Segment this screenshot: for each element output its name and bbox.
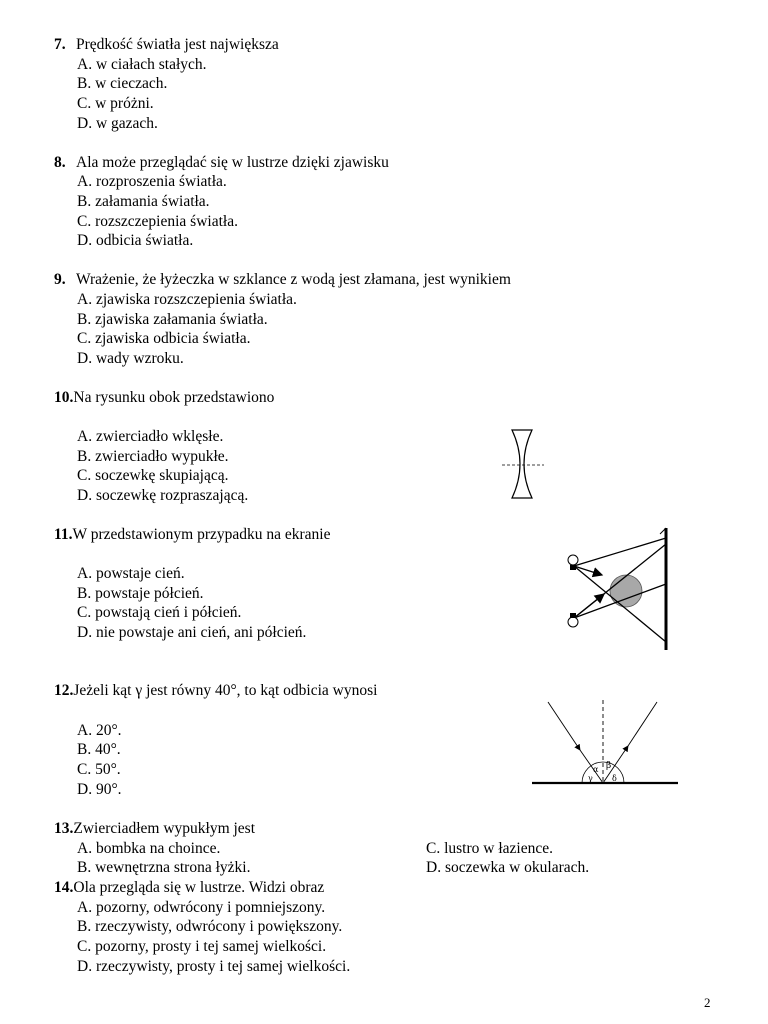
option-11a: A. powstaje cień. bbox=[77, 565, 185, 582]
question-text: Ola przegląda się w lustrze. Widzi obraz bbox=[73, 879, 325, 896]
angle-alpha-label: α bbox=[593, 765, 599, 774]
option-9b: B. zjawiska załamania światła. bbox=[77, 311, 268, 328]
option-10b: B. zwierciadło wypukłe. bbox=[77, 448, 229, 465]
option-7b: B. w cieczach. bbox=[77, 75, 168, 92]
option-7a: A. w ciałach stałych. bbox=[77, 56, 207, 73]
question-text: Jeżeli kąt γ jest równy 40°, to kąt odbicia wynosi bbox=[73, 682, 378, 699]
question-number: 10. bbox=[54, 389, 74, 406]
question-number: 11. bbox=[54, 526, 73, 543]
option-7d: D. w gazach. bbox=[77, 115, 158, 132]
question-text: Ala może przeglądać się w lustrze dzięki zjawisku bbox=[76, 154, 389, 171]
question-13 bbox=[54, 819, 255, 839]
light-bulb-icon bbox=[568, 613, 578, 627]
option-14a: A. pozorny, odwrócony i pomniejszony. bbox=[77, 899, 326, 916]
page-number: 2 bbox=[704, 995, 711, 1010]
option-9a: A. zjawiska rozszczepienia światła. bbox=[77, 291, 297, 308]
ray bbox=[574, 538, 666, 566]
angle-beta-label: β bbox=[606, 761, 612, 771]
reflection-figure bbox=[530, 698, 680, 790]
lens-outline bbox=[512, 430, 532, 498]
question-8 bbox=[54, 153, 389, 173]
question-7 bbox=[54, 35, 279, 55]
option-7c: C. w próżni. bbox=[77, 95, 154, 112]
question-10 bbox=[54, 388, 274, 408]
option-14d: D. rzeczywisty, prosty i tej samej wielkości. bbox=[77, 958, 351, 975]
ray bbox=[574, 594, 604, 618]
option-10a: A. zwierciadło wklęsłe. bbox=[77, 428, 224, 445]
question-11 bbox=[54, 525, 330, 545]
option-8c: C. rozszczepienia światła. bbox=[77, 213, 238, 230]
option-13a: A. bombka na choince. bbox=[77, 840, 221, 857]
question-number: 14. bbox=[54, 879, 74, 896]
shadow-figure bbox=[560, 524, 672, 652]
question-number: 12. bbox=[54, 682, 74, 699]
question-text: Wrażenie, że łyżeczka w szklance z wodą jest złamana, jest wynikiem bbox=[76, 271, 511, 288]
angle-delta-label: δ bbox=[612, 774, 617, 783]
question-text: Zwierciadłem wypukłym jest bbox=[73, 820, 256, 837]
question-number: 7. bbox=[54, 36, 66, 53]
incident-ray bbox=[548, 702, 580, 750]
obstacle bbox=[610, 575, 642, 607]
option-10d: D. soczewkę rozpraszającą. bbox=[77, 487, 249, 504]
option-12d: D. 90°. bbox=[77, 781, 122, 798]
angle-gamma-label: γ bbox=[588, 774, 593, 783]
option-14c: C. pozorny, prosty i tej samej wielkości. bbox=[77, 938, 327, 955]
option-9d: D. wady wzroku. bbox=[77, 350, 184, 367]
option-11d: D. nie powstaje ani cień, ani półcień. bbox=[77, 624, 307, 641]
option-11c: C. powstają cień i półcień. bbox=[77, 604, 242, 621]
question-number: 8. bbox=[54, 154, 66, 171]
option-13d: D. soczewka w okularach. bbox=[426, 859, 590, 876]
option-8d: D. odbicia światła. bbox=[77, 232, 194, 249]
option-8b: B. załamania światła. bbox=[77, 193, 210, 210]
question-text: W przedstawionym przypadku na ekranie bbox=[72, 526, 331, 543]
question-text: Prędkość światła jest największa bbox=[76, 36, 279, 53]
question-number: 9. bbox=[54, 271, 66, 288]
reflected-ray-end bbox=[628, 702, 657, 746]
option-14b: B. rzeczywisty, odwrócony i powiększony. bbox=[77, 918, 343, 935]
question-text: Na rysunku obok przedstawiono bbox=[73, 389, 275, 406]
option-8a: A. rozproszenia światła. bbox=[77, 173, 227, 190]
question-number: 13. bbox=[54, 820, 74, 837]
question-9 bbox=[54, 270, 511, 290]
concave-lens-figure bbox=[500, 428, 550, 500]
option-10c: C. soczewkę skupiającą. bbox=[77, 467, 229, 484]
option-9c: C. zjawiska odbicia światła. bbox=[77, 330, 251, 347]
question-14 bbox=[54, 878, 324, 898]
option-11b: B. powstaje półcień. bbox=[77, 585, 204, 602]
option-12c: C. 50°. bbox=[77, 761, 121, 778]
question-12 bbox=[54, 681, 377, 701]
option-13c: C. lustro w łazience. bbox=[426, 840, 553, 857]
option-12b: B. 40°. bbox=[77, 741, 121, 758]
option-13b: B. wewnętrzna strona łyżki. bbox=[77, 859, 251, 876]
ray bbox=[574, 566, 602, 575]
option-12a: A. 20°. bbox=[77, 722, 122, 739]
